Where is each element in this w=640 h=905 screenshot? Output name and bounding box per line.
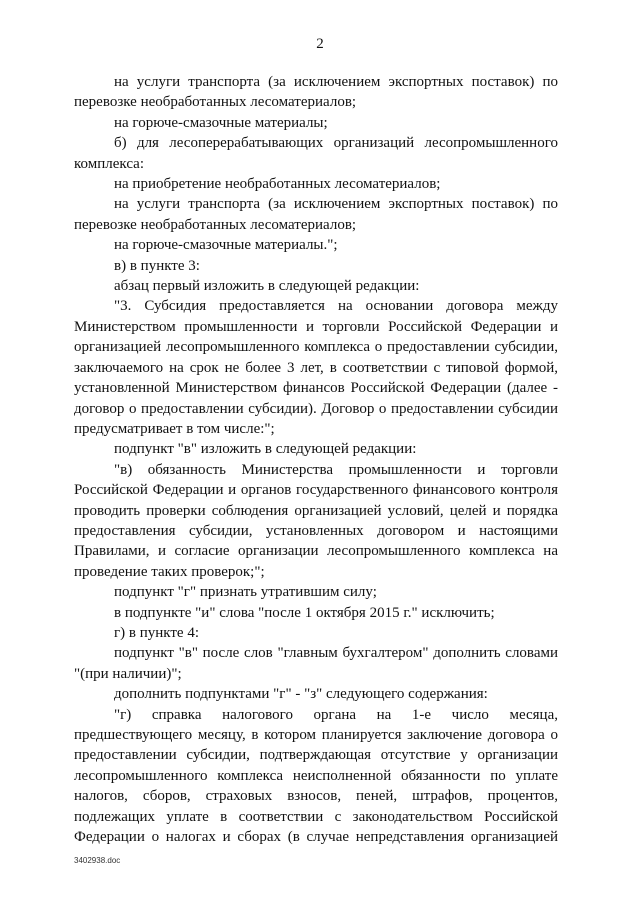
paragraph: б) для лесоперерабатывающих организаций лесопромышленного комплекса: <box>74 135 558 172</box>
paragraph: "3. Субсидия предоставляется на основании договора между Министерством промышленности и торговли Российской Федерации и организацией лесопромышленного комплекса о предоставлении субсидии, заключаемого на срок не более 3 лет, в соответствии с типовой формой, установленной Министерством финансов Российской Федерации (далее - договор о предоставлении субсидии). Договор о предоставлении субсидии предусматривает в том числе:"; <box>74 298 558 437</box>
paragraph: абзац первый изложить в следующей редакции: <box>114 278 420 295</box>
paragraph: "в) обязанность Министерства промышленности и торговли Российской Федерации и органов государственного финансового контроля проводить проверки соблюдения организацией условий, целей и порядка предоставления субсидии, установленных договором и настоящими Правилами, и согласие организации лесопромышленного комплекса на проведение таких проверок;"; <box>74 461 558 580</box>
paragraph: в подпункте "и" слова "после 1 октября 2015 г." исключить; <box>114 604 495 621</box>
paragraph: подпункт "в" изложить в следующей редакции: <box>114 441 417 458</box>
paragraph: "г) справка налогового органа на 1-е число месяца, предшествующего месяцу, в котором планируется заключение договора о предоставлении субсидии, подтверждающая отсутствие у организации лесопромышленного комплекса неисполненной обязанности по уплате налогов, сборов, страховых взносов, пеней, штрафов, процентов, подлежащих уплате в соответствии с законодательством Российской Федерации о налогах и сборах (в случае непредставления организацией <box>74 706 558 846</box>
paragraph: на приобретение необработанных лесоматериалов; <box>114 176 441 193</box>
paragraph: в) в пункте 3: <box>114 257 200 274</box>
paragraph: на услуги транспорта (за исключением экспортных поставок) по перевозке необработанных лесоматериалов; <box>74 74 558 111</box>
paragraph: подпункт "в" после слов "главным бухгалтером" дополнить словами "(при наличии)"; <box>74 645 558 682</box>
paragraph: г) в пункте 4: <box>114 624 200 641</box>
paragraph: дополнить подпунктами "г" - "з" следующего содержания: <box>114 686 488 703</box>
paragraph: на услуги транспорта (за исключением экспортных поставок) по перевозке необработанных лесоматериалов; <box>74 196 558 233</box>
paragraph: подпункт "г" признать утратившим силу; <box>114 584 377 601</box>
paragraph: на горюче-смазочные материалы; <box>114 114 328 131</box>
footer-filename: 3402938.doc <box>74 856 121 865</box>
page-number: 2 <box>316 36 324 52</box>
paragraph: на горюче-смазочные материалы."; <box>114 237 338 254</box>
document-body <box>74 72 558 847</box>
